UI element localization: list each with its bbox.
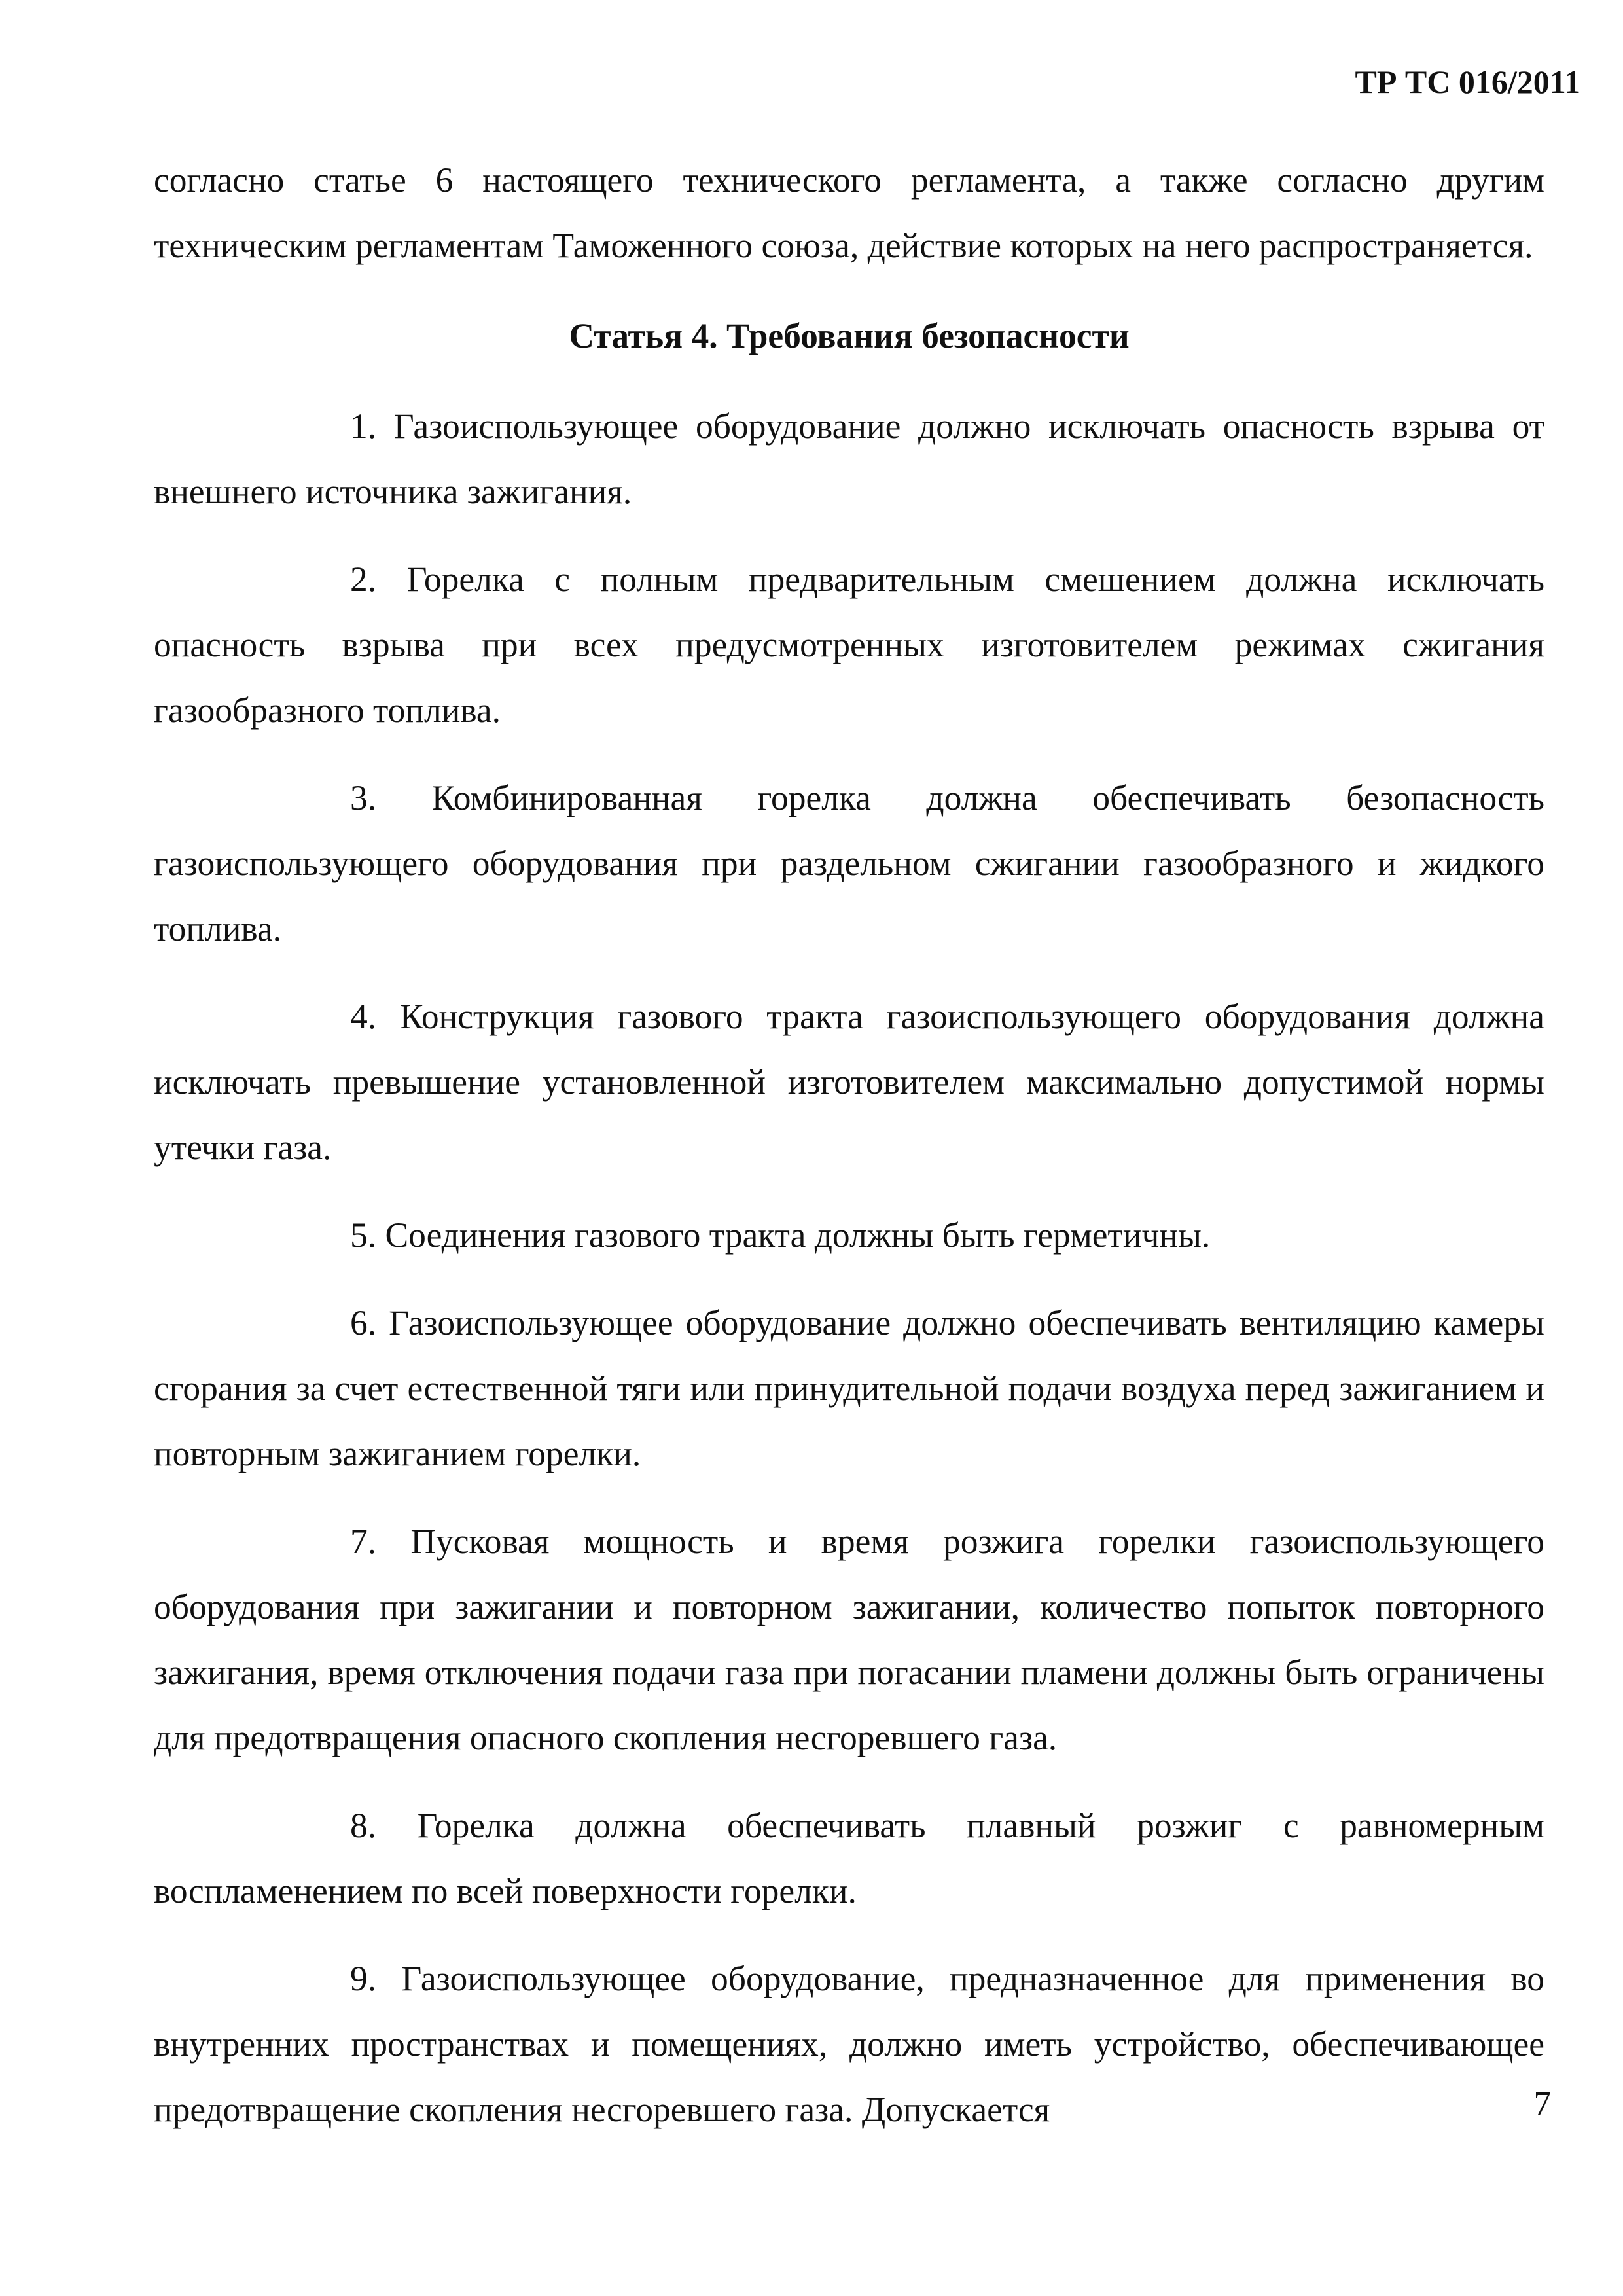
document-code-header: ТР ТС 016/2011 — [1355, 63, 1580, 100]
item-text: Горелка должна обеспечивать плавный розжиг с равномерным воспламенением по всей поверхности горелки. — [154, 1806, 1544, 1910]
item-number: 6. — [350, 1303, 377, 1342]
list-item — [154, 1509, 1544, 1770]
item-text: Газоиспользующее оборудование должно обеспечивать вентиляцию камеры сгорания за счет естественной тяги или принудительной подачи воздуха перед зажиганием и повторным зажиганием горелки. — [154, 1303, 1544, 1473]
item-text: Горелка с полным предварительным смешением должна исключать опасность взрыва при всех предусмотренных изготовителем режимах сжигания газообразного топлива. — [154, 560, 1545, 730]
item-text: Соединения газового тракта должны быть герметичны. — [385, 1215, 1211, 1255]
item-number: 4. — [350, 997, 377, 1036]
item-text: Комбинированная горелка должна обеспечивать безопасность газоиспользующего оборудования при раздельном сжигании газообразного и жидкого топлива. — [154, 778, 1544, 948]
item-text: Газоиспользующее оборудование, предназначенное для применения во внутренних пространствах и помещениях, должно иметь устройство, обеспечивающее предотвращение скопления несгоревшего газа. Допускается — [154, 1959, 1544, 2129]
item-text: Конструкция газового тракта газоиспользующего оборудования должна исключать превышение установленной изготовителем максимально допустимой нормы утечки газа. — [154, 997, 1545, 1167]
list-item — [154, 1290, 1544, 1486]
list-item — [154, 1946, 1544, 2142]
item-number: 9. — [350, 1959, 377, 1998]
section-title: Статья 4. Требования безопасности — [569, 316, 1130, 355]
list-item — [154, 765, 1544, 961]
item-number: 3. — [350, 778, 377, 817]
intro-paragraph: согласно статье 6 настоящего технического регламента, а также согласно другим техническим регламентам Таможенного союза, действие которых на него распространяется. — [154, 160, 1544, 265]
item-text: Пусковая мощность и время розжига горелки газоиспользующего оборудования при зажигании и повторном зажигании, количество попыток повторного зажигания, время отключения подачи газа при погасании пламени должны быть ограничены для предотвращения опасного скопления несгоревшего газа. — [154, 1522, 1545, 1757]
item-number: 5. — [350, 1215, 377, 1255]
list-item — [154, 1793, 1544, 1924]
item-number: 8. — [350, 1806, 377, 1845]
page-body — [154, 147, 1544, 2142]
item-number: 7. — [350, 1522, 377, 1561]
list-item — [154, 1202, 1544, 1268]
item-number: 2. — [350, 560, 377, 599]
item-text: Газоиспользующее оборудование должно исключать опасность взрыва от внешнего источника зажигания. — [154, 406, 1544, 511]
item-number: 1. — [350, 406, 377, 446]
list-item — [154, 984, 1544, 1180]
page-number: 7 — [1533, 2085, 1551, 2123]
list-item — [154, 547, 1544, 743]
list-item — [154, 393, 1544, 524]
